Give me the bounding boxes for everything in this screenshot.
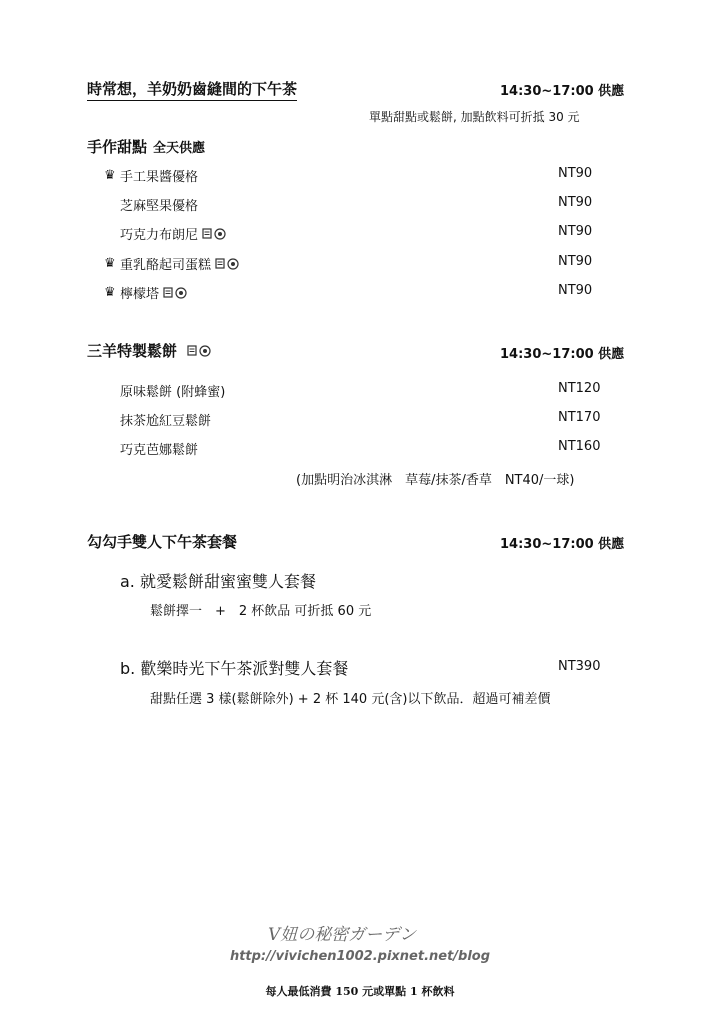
eye-icon: [175, 287, 187, 299]
menu-item: [104, 166, 198, 185]
menu-item-name: 檸檬塔: [120, 287, 160, 302]
menu-item: [104, 283, 189, 302]
waffles-hours: 14:30~17:00 供應: [500, 347, 625, 362]
eye-icon: [199, 345, 211, 357]
page-title: 時常想，羊奶奶齒縫間的下午茶: [87, 78, 297, 101]
sets-section-title: 勾勾手雙人下午茶套餐: [87, 533, 238, 551]
box-icon: [215, 258, 225, 269]
menu-item-name: 抹茶尬紅豆鬆餅: [120, 414, 212, 429]
crown-icon: ♛: [104, 168, 116, 183]
footer-url: http://vivichen1002.pixnet.net/blog: [229, 949, 491, 964]
menu-item-name: 手工果醬優格: [120, 170, 199, 185]
eye-icon: [227, 258, 239, 270]
desserts-subtitle: 全天供應: [153, 141, 206, 156]
menu-item: [104, 254, 241, 273]
menu-item-price: NT90: [558, 283, 593, 298]
set-b-desc: 甜點任選 3 樣(鬆餅除外) + 2 杯 140 元(含)以下飲品．超過可補差價: [150, 692, 551, 707]
menu-item-name: 重乳酪起司蛋糕: [120, 258, 212, 273]
menu-item-name: 巧克力布朗尼: [120, 228, 199, 243]
menu-item-price: NT90: [558, 166, 593, 181]
eye-icon: [214, 228, 226, 240]
set-b-price: NT390: [558, 659, 601, 674]
crown-icon: ♛: [104, 256, 116, 271]
footer-minimum: 每人最低消費 150 元或單點 1 杯飲料: [265, 985, 455, 998]
header-note: 單點甜點或鬆餅, 加點飲料可折抵 30 元: [369, 110, 580, 124]
menu-item: [120, 410, 211, 429]
menu-item: [120, 439, 198, 458]
set-a-desc: 鬆餅擇一 + 2 杯飲品 可折抵 60 元: [150, 604, 372, 619]
menu-item-price: NT120: [558, 381, 601, 396]
menu-item-price: NT170: [558, 410, 601, 425]
menu-item: [120, 224, 228, 243]
waffles-section-title: [87, 340, 213, 361]
menu-item-name: 巧克芭娜鬆餅: [120, 443, 199, 458]
box-icon: [163, 287, 173, 298]
box-icon: [202, 228, 212, 239]
menu-item: [120, 381, 225, 400]
desserts-section-title: [87, 136, 205, 157]
crown-icon: ♛: [104, 285, 116, 300]
desserts-title: 手作甜點: [87, 138, 148, 156]
box-icon: [187, 345, 197, 356]
menu-item-price: NT90: [558, 254, 593, 269]
waffles-title: 三羊特製鬆餅: [87, 342, 178, 360]
menu-item-price: NT90: [558, 195, 593, 210]
footer-signature: V妞の秘密ガーデン: [268, 925, 416, 945]
waffles-addon-note: (加點明治冰淇淋 草莓/抹茶/香草 NT40/一球): [296, 473, 575, 488]
menu-item-price: NT160: [558, 439, 601, 454]
set-a-title: a. 就愛鬆餅甜蜜蜜雙人套餐: [120, 572, 316, 591]
menu-item-name: 芝麻堅果優格: [120, 199, 199, 214]
sets-hours: 14:30~17:00 供應: [500, 537, 625, 552]
menu-item-price: NT90: [558, 224, 593, 239]
menu-item: [120, 195, 198, 214]
set-b-title: b. 歡樂時光下午茶派對雙人套餐: [120, 659, 349, 678]
header-hours: 14:30~17:00 供應: [500, 84, 625, 99]
menu-item-name: 原味鬆餅 (附蜂蜜): [120, 385, 226, 400]
